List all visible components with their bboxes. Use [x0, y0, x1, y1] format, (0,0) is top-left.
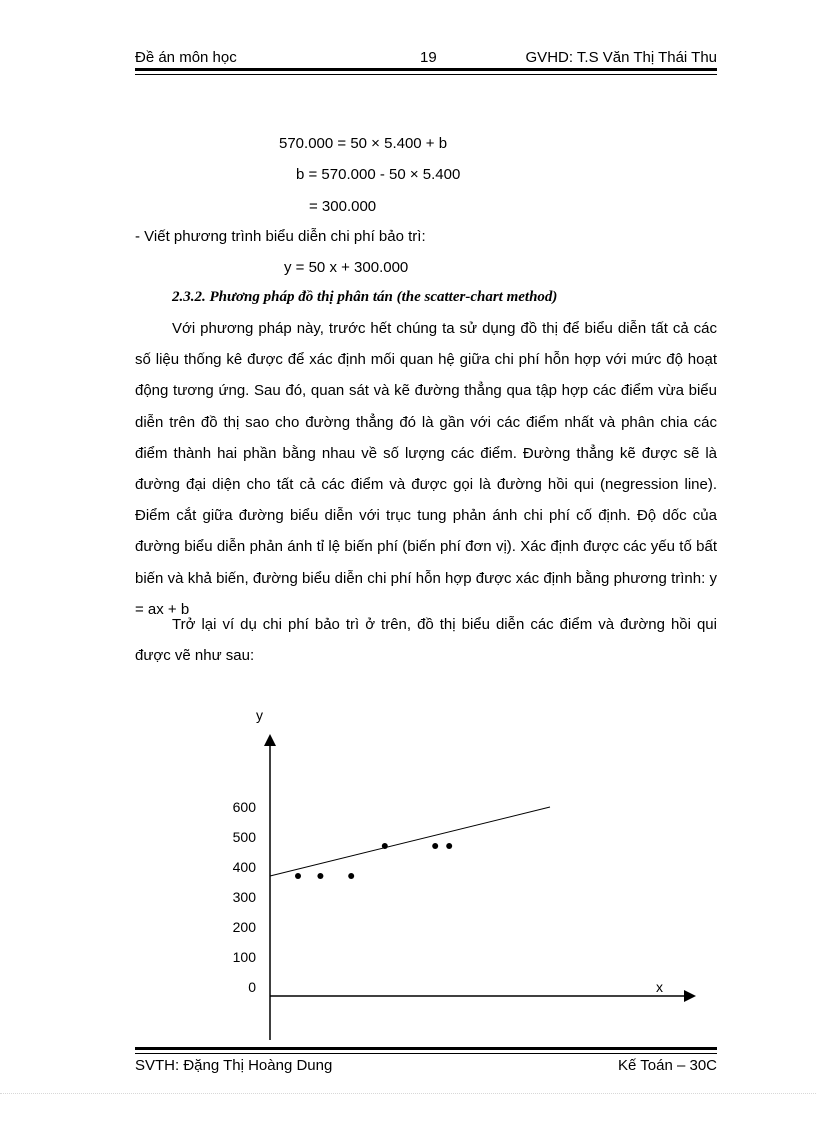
data-point: [317, 873, 323, 879]
y-tick-label: 0: [248, 979, 256, 995]
y-tick-label: 300: [232, 889, 256, 905]
y-axis-label: y: [256, 707, 263, 723]
page-edge: [0, 1093, 816, 1124]
header-advisor: GVHD: T.S Văn Thị Thái Thu: [525, 49, 717, 66]
data-point: [382, 843, 388, 849]
equation-4: y = 50 x + 300.000: [284, 259, 409, 276]
y-tick-label: 400: [232, 859, 256, 875]
data-point: [432, 843, 438, 849]
equation-2: b = 570.000 - 50 × 5.400: [296, 166, 461, 183]
equation-intro: - Viết phương trình biểu diễn chi phí bảo trì:: [135, 228, 426, 245]
data-point: [295, 873, 301, 879]
section-heading: 2.3.2. Phương pháp đồ thị phân tán (the scatter-chart method): [172, 289, 558, 305]
x-axis-label: x: [656, 979, 663, 995]
y-tick-label: 600: [232, 799, 256, 815]
header-page-number: 19: [420, 49, 437, 66]
regression-line: [270, 807, 550, 876]
equation-1: 570.000 = 50 × 5.400 + b: [279, 135, 448, 152]
paragraph-2: Trở lại ví dụ chi phí bảo trì ở trên, đồ thị biểu diễn các điểm và đường hồi qui được vẽ như sau:: [135, 616, 717, 665]
footer-class: Kế Toán – 30C: [618, 1057, 717, 1074]
page-header: [135, 44, 717, 68]
y-tick-label: 200: [232, 919, 256, 935]
data-point: [348, 873, 354, 879]
header-rule: [135, 68, 717, 75]
data-point: [446, 843, 452, 849]
footer-student: SVTH: Đặng Thị Hoàng Dung: [135, 1057, 333, 1074]
y-tick-label: 500: [232, 829, 256, 845]
y-tick-label: 100: [232, 949, 256, 965]
footer-rule: [135, 1047, 717, 1054]
equation-3: = 300.000: [309, 198, 377, 215]
header-course: Đề án môn học: [135, 49, 237, 66]
paragraph-1: Với phương pháp này, trước hết chúng ta sử dụng đồ thị để biểu diễn tất cả các số liệu thống kê được để xác định mối quan hệ giữa chi phí hỗn hợp với mức độ hoạt động tương ứng. Sau đó, quan sát và kẽ đường thẳng qua tập hợp các điểm vừa biểu diễn trên đồ thị sao cho đường thẳng đó là gần với các điểm nhất và phân chia các điểm thành hai phần bằng nhau về số lượng các điểm. Đường thẳng kẽ được sẽ là đường đại diện cho tất cả các điểm và được gọi là đường hồi qui (negression line). Điểm cắt giữa đường biểu diễn với trục tung phản ánh chi phí cố định. Độ dốc của đường biểu diễn phản ánh tỉ lệ biến phí (biến phí đơn vị). Xác định được các yếu tố bất biến và khả biến, đường biểu diễn chi phí hỗn hợp được xác định bằng phương trình: y = ax + b: [135, 320, 717, 618]
scatter-chart: [220, 700, 710, 1045]
